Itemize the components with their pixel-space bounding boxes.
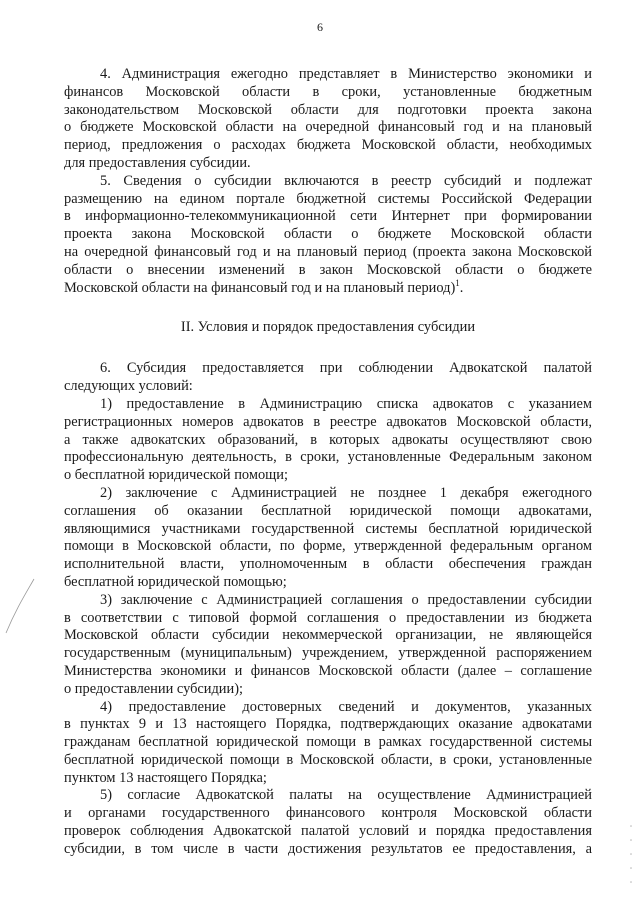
- paragraph-4: [64, 66, 592, 173]
- condition-3: [64, 592, 592, 699]
- text-line: финансов Московской области в сроки, установленные бюджетным: [64, 83, 592, 100]
- text-line: бесплатной юридической помощью;: [64, 573, 287, 590]
- text-line: 3) заключение с Администрацией соглашения о предоставлении субсидии: [100, 591, 592, 608]
- text-line: законодательством Московской области для подготовки проекта закона: [64, 101, 592, 118]
- text-line: в информационно-телекоммуникационной сети Интернет при формировании: [64, 208, 592, 225]
- text-line: размещению на едином портале бюджетной системы Российской Федерации: [64, 190, 592, 207]
- text-line: для предоставления субсидии.: [64, 154, 251, 171]
- paragraph-5: [64, 173, 592, 298]
- text-line: 5) согласие Адвокатской палаты на осуществление Администрацией: [100, 787, 592, 804]
- text-line: 4) предоставление достоверных сведений и документов, указанных: [100, 698, 592, 715]
- text-line: о бюджете Московской области на очередной финансовый год и на плановый: [64, 119, 592, 136]
- document-body: [64, 66, 592, 859]
- text-line: а также адвокатских образований, в которых адвокаты осуществляют свою: [64, 431, 592, 448]
- text-line: проверок соблюдения Адвокатской палатой условий и порядка предоставления: [64, 823, 592, 840]
- condition-5: [64, 787, 592, 858]
- text-fragment: .: [459, 279, 464, 296]
- text-line: регистрационных номеров адвокатов в реестре адвокатов Московской области,: [64, 413, 592, 430]
- text-line: о бесплатной юридической помощи;: [64, 467, 288, 484]
- text-line: Министерства экономики и финансов Московской области (далее – соглашение: [64, 662, 592, 679]
- text-line: следующих условий:: [64, 378, 193, 395]
- text-line: в соответствии с типовой формой соглашения о предоставлении из бюджета: [64, 609, 592, 626]
- text-line: на очередной финансовый год и на плановый период (проекта закона Московской: [64, 243, 592, 260]
- text-line: о предоставлении субсидии);: [64, 680, 244, 697]
- page-number: 6: [317, 20, 323, 34]
- text-fragment: Московской области на финансовый год и на плановый период): [64, 279, 456, 296]
- condition-2: [64, 485, 592, 592]
- text-line: являющимися участниками государственной системы бесплатной юридической: [64, 520, 592, 537]
- scan-artifact: [628, 820, 634, 890]
- section-heading: II. Условия и порядок предоставления субсидии: [180, 319, 476, 336]
- text-line: области о внесении изменений в закон Московской области о бюджете: [64, 261, 592, 278]
- text-line: проекта закона Московской области о бюджете Московской области: [64, 226, 592, 243]
- text-line: 4. Администрация ежегодно представляет в Министерство экономики и: [100, 66, 592, 82]
- text-line: субсидии, в том числе в части достижения результатов ее предоставления, а: [64, 840, 592, 857]
- footnote-reference[interactable]: 1: [455, 277, 460, 288]
- text-line: 5. Сведения о субсидии включаются в реестр субсидий и подлежат: [100, 172, 592, 189]
- text-line: 1) предоставление в Администрацию списка адвокатов с указанием: [100, 395, 592, 412]
- text-line: исполнительной власти, уполномоченным в области обеспечения граждан: [64, 556, 592, 573]
- text-line: гражданам бесплатной юридической помощи в рамках государственной системы: [64, 734, 592, 751]
- text-line: пунктом 13 настоящего Порядка;: [64, 769, 267, 786]
- text-line: период, предложения о расходах бюджета Московской области, необходимых: [64, 137, 592, 154]
- text-line: бесплатной юридической помощи в Московской области, в сроки, установленные: [64, 751, 592, 768]
- text-line: профессиональную деятельность, в сроки, установленные Федеральным законом: [64, 449, 592, 466]
- text-line: в пунктах 9 и 13 настоящего Порядка, подтверждающих оказание адвокатами: [64, 716, 592, 733]
- text-line: Московской области субсидии некоммерческой организации, не являющейся: [64, 627, 592, 644]
- text-line: [64, 277, 592, 298]
- text-line: 2) заключение с Администрацией не позднее 1 декабря ежегодного: [100, 484, 592, 501]
- condition-4: [64, 699, 592, 788]
- text-line: и органами государственного финансового контроля Московской области: [64, 805, 592, 822]
- text-line: помощи в Московской области, по форме, утвержденной федеральным органом: [64, 538, 592, 555]
- text-line: соглашения об оказании бесплатной юридической помощи адвокатами,: [64, 502, 592, 519]
- paragraph-6: [64, 360, 592, 396]
- condition-1: [64, 396, 592, 485]
- text-line: 6. Субсидия предоставляется при соблюдении Адвокатской палатой: [100, 360, 592, 377]
- text-line: государственным (муниципальным) учреждением, утвержденной распоряжением: [64, 645, 592, 662]
- margin-pencil-mark: [0, 575, 40, 645]
